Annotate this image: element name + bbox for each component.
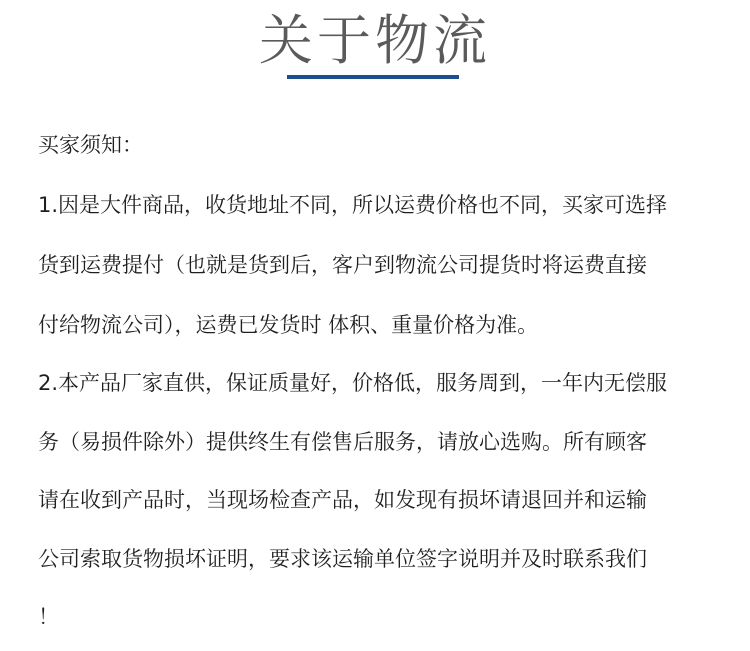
page-title: 关于物流 <box>259 9 491 72</box>
notice-line: 务（易损件除外）提供终生有偿售后服务，请放心选购。所有顾客 <box>38 430 647 454</box>
title-underline <box>287 75 459 79</box>
notice-line: 1.因是大件商品，收货地址不同，所以运费价格也不同，买家可选择 <box>38 193 668 217</box>
notice-heading: 买家须知： <box>38 133 143 157</box>
notice-line: 货到运费提付（也就是货到后，客户到物流公司提货时将运费直接 <box>38 253 647 277</box>
notice-line: 请在收到产品时，当现场检查产品，如发现有损坏请退回并和运输 <box>38 488 647 512</box>
notice-line: 公司索取货物损坏证明，要求该运输单位签字说明并及时联系我们 <box>38 547 647 571</box>
notice-line: 付给物流公司），运费已发货时 体积、重量价格为准。 <box>38 313 539 337</box>
notice-line: ！ <box>38 605 59 629</box>
notice-line: 2.本产品厂家直供，保证质量好，价格低，服务周到，一年内无偿服 <box>38 371 668 395</box>
